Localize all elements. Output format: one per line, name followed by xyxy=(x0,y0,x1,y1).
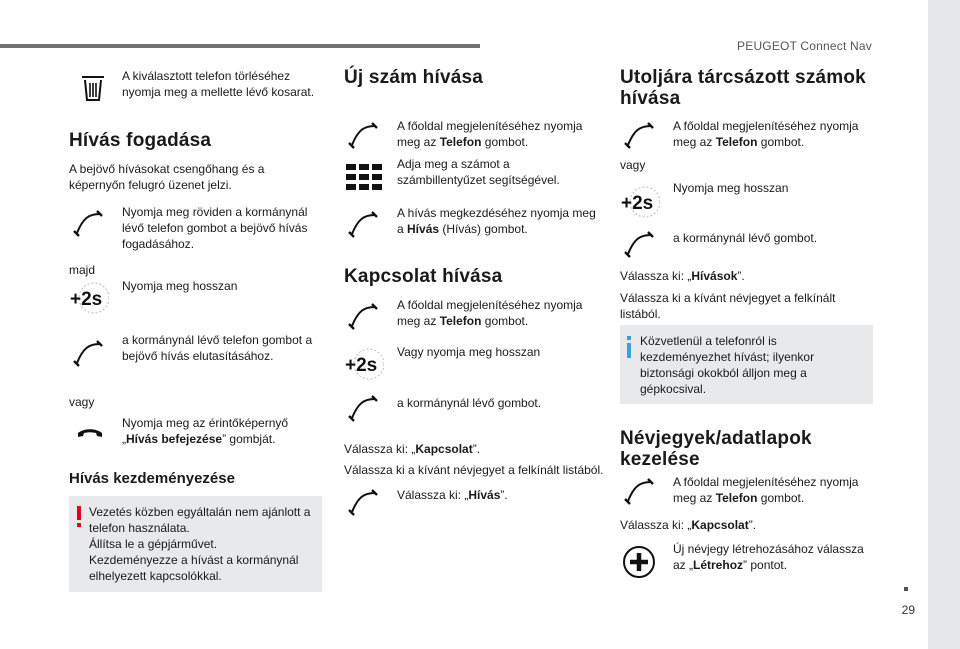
hangup-button-name: Hívás befejezése xyxy=(126,432,223,446)
phone-icon xyxy=(620,227,656,263)
item-select-call xyxy=(344,483,604,519)
phone-icon xyxy=(344,485,380,521)
long-press-label: +2s xyxy=(70,289,103,310)
item-main-page xyxy=(344,118,604,158)
keypad-icon xyxy=(346,160,382,196)
contact-long-text: Vagy nyomja meg hosszan xyxy=(397,345,541,359)
item-contact-main xyxy=(344,297,604,337)
choose-contact-text: Válassza ki a kívánt névjegyet a felkínált listából. xyxy=(620,291,836,321)
info-note xyxy=(620,325,873,404)
item-trash xyxy=(69,68,329,108)
long-press-text: Nyomja meg hosszan xyxy=(122,279,238,293)
recent-long-text: Nyomja meg hosszan xyxy=(673,181,789,195)
recent-wheel-text: a kormánynál lévő gombot. xyxy=(673,231,818,245)
recent-main-text: A főoldal megjelenítéséhez nyomja meg az Telefon gombot. xyxy=(673,119,859,149)
phone-icon xyxy=(620,474,656,510)
info-icon xyxy=(625,336,633,358)
warning-icon xyxy=(75,506,83,528)
item-long-press xyxy=(69,278,329,314)
item-reject xyxy=(69,330,329,370)
top-rule xyxy=(0,44,480,48)
item-recent-main xyxy=(620,118,880,158)
phone-icon xyxy=(69,336,105,372)
long-press-icon xyxy=(620,184,660,220)
warning-text: Vezetés közben egyáltalán nem ajánlott a telefon használata. Állítsa le a gépjárművet. Kezdeményezze a hívást a kormánynál elhelyezett kapcsolókkal. xyxy=(89,505,311,583)
select-calls-text: Válassza ki: „Hívások”. xyxy=(620,269,745,283)
select-call-text: Válassza ki: „Hívás”. xyxy=(397,488,508,502)
reject-text: a kormánynál lévő telefon gombot a bejövő hívás elutasításához. xyxy=(122,333,313,363)
page-number: 29 xyxy=(901,603,915,617)
item-start-call xyxy=(344,205,604,245)
warning-note xyxy=(69,496,322,592)
item-contact-wheel xyxy=(344,391,604,421)
choose-contact-text: Válassza ki a kívánt névjegyet a felkínált listából. xyxy=(344,463,604,477)
contact-wheel-text: a kormánynál lévő gombot. xyxy=(397,396,542,410)
long-press-icon xyxy=(344,346,384,382)
page-sidebar xyxy=(928,0,960,649)
ringtone-text: A bejövő hívásokat csengőhang és a képernyőn felugró üzenet jelzi. xyxy=(69,162,265,192)
item-create-contact xyxy=(620,541,880,581)
or-label: vagy xyxy=(69,395,95,409)
phone-icon xyxy=(69,206,105,242)
trash-icon xyxy=(75,70,111,106)
item-recent-long xyxy=(620,182,880,222)
brand-header: PEUGEOT Connect Nav xyxy=(737,39,872,53)
main-page-text: A főoldal megjelenítéséhez nyomja meg az Telefon gombot. xyxy=(397,119,583,149)
short-press-text: Nyomja meg röviden a kormánynál lévő telefon gombot a bejövő hívás fogadásához. xyxy=(122,205,308,251)
heading-recent-calls: Utoljára tárcsázott számok hívása xyxy=(620,67,866,109)
phone-icon xyxy=(344,207,380,243)
long-press-icon xyxy=(69,280,109,316)
hangup-text: Nyomja meg az érintőképernyő „Hívás befejezése” gombját. xyxy=(122,416,289,446)
item-recent-wheel xyxy=(620,227,880,257)
create-contact-text: Új névjegy létrehozásához válassza az „Létrehoz” pontot. xyxy=(673,542,864,572)
phone-icon xyxy=(344,391,380,427)
phone-icon xyxy=(620,118,656,154)
item-contact-long xyxy=(344,344,604,384)
keypad-text: Adja meg a számot a számbillentyűzet segítségével. xyxy=(397,157,560,187)
start-call-text: A hívás megkezdéséhez nyomja meg a Hívás (Hívás) gombot. xyxy=(397,206,596,236)
contacts-main-text: A főoldal megjelenítéséhez nyomja meg az Telefon gombot. xyxy=(673,475,859,505)
heading-call-contact: Kapcsolat hívása xyxy=(344,266,503,287)
trash-text: A kiválasztott telefon törléséhez nyomja meg a mellette lévő kosarat. xyxy=(122,69,315,99)
phone-icon xyxy=(344,118,380,154)
phone-icon xyxy=(344,299,380,335)
item-hangup xyxy=(69,413,329,449)
heading-manage-contacts: Névjegyek/adatlapok kezelése xyxy=(620,428,812,470)
info-text: Közvetlenül a telefonról is kezdeményezhet hívást; ilyenkor biztonsági okokból álljon meg a gépkocsival. xyxy=(640,334,815,396)
select-contact-text: Válassza ki: „Kapcsolat”. xyxy=(620,518,757,532)
then-label: majd xyxy=(69,263,96,277)
heading-new-number: Új szám hívása xyxy=(344,67,484,88)
long-press-label: +2s xyxy=(345,355,378,376)
long-press-label: +2s xyxy=(621,193,654,214)
hang-up-icon xyxy=(75,417,105,453)
or-label: vagy xyxy=(620,158,646,172)
add-icon xyxy=(622,545,656,579)
heading-receive-call: Hívás fogadása xyxy=(69,130,212,151)
item-contacts-main xyxy=(620,474,880,514)
select-contact-text: Válassza ki: „Kapcsolat”. xyxy=(344,442,481,456)
item-keypad xyxy=(344,156,604,196)
page-marker xyxy=(904,587,908,591)
heading-initiate-call: Hívás kezdeményezése xyxy=(69,470,235,487)
contact-main-text: A főoldal megjelenítéséhez nyomja meg az Telefon gombot. xyxy=(397,298,583,328)
item-short-press xyxy=(69,200,329,250)
